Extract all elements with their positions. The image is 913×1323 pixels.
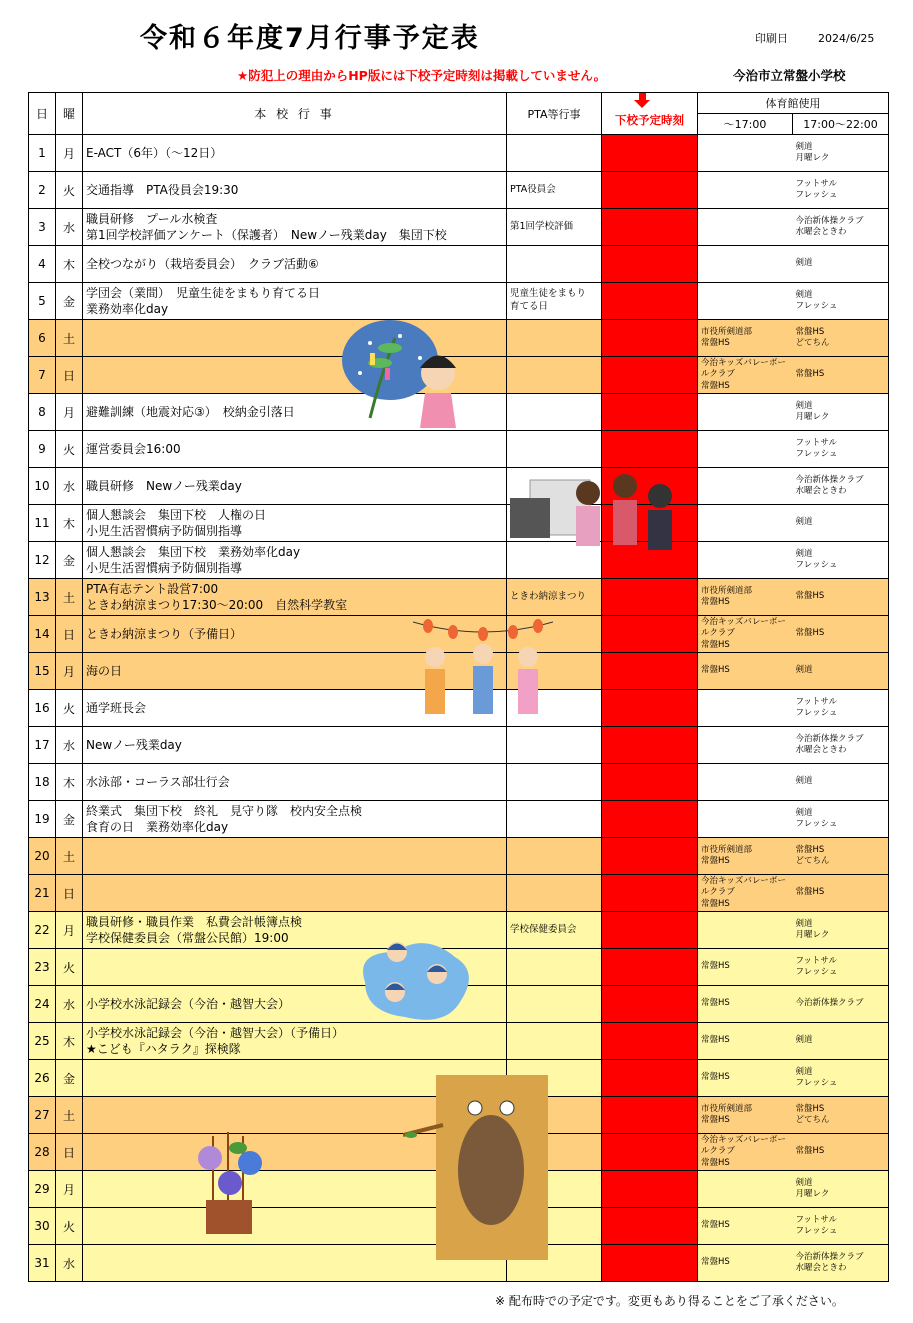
row-dismissal <box>602 246 698 283</box>
row-day: 2 <box>29 172 56 209</box>
morning-glory-illustration <box>188 1128 278 1238</box>
row-gym-early <box>698 727 793 764</box>
schedule-row <box>29 135 889 172</box>
row-gym-late: 剣道 フレッシュ <box>793 283 889 320</box>
row-gym-early <box>698 801 793 838</box>
row-gym-early: 今治キッズバレーボー ルクラブ 常盤HS <box>698 616 793 653</box>
row-day: 6 <box>29 320 56 357</box>
row-gym-late: 常盤HS どてちん <box>793 320 889 357</box>
row-weekday: 月 <box>56 653 83 690</box>
row-pta <box>507 246 602 283</box>
row-gym-late: 常盤HS <box>793 357 889 394</box>
row-weekday: 月 <box>56 394 83 431</box>
row-weekday: 木 <box>56 505 83 542</box>
row-day: 19 <box>29 801 56 838</box>
row-day: 8 <box>29 394 56 431</box>
schedule-row <box>29 764 889 801</box>
row-day: 27 <box>29 1097 56 1134</box>
row-day: 4 <box>29 246 56 283</box>
row-weekday: 土 <box>56 1097 83 1134</box>
row-gym-late: フットサル フレッシュ <box>793 949 889 986</box>
row-weekday: 木 <box>56 246 83 283</box>
row-day: 26 <box>29 1060 56 1097</box>
col-pta: PTA等行事 <box>507 93 602 135</box>
row-gym-late: フットサル フレッシュ <box>793 172 889 209</box>
row-day: 25 <box>29 1023 56 1060</box>
row-gym-early <box>698 542 793 579</box>
row-gym-late: フットサル フレッシュ <box>793 690 889 727</box>
row-day: 11 <box>29 505 56 542</box>
row-events: 避難訓練（地震対応③） 校納金引落日 <box>83 394 507 431</box>
row-day: 16 <box>29 690 56 727</box>
row-dismissal <box>602 209 698 246</box>
row-pta: 児童生徒をまもり 育てる日 <box>507 283 602 320</box>
schedule-row <box>29 283 889 320</box>
schedule-row <box>29 505 889 542</box>
row-day: 5 <box>29 283 56 320</box>
row-weekday: 金 <box>56 542 83 579</box>
col-gym-late: 17:00～22:00 <box>793 114 889 135</box>
security-notice: ★防犯上の理由からHP版には下校予定時刻は掲載していません。 <box>237 68 607 83</box>
row-events: 終業式 集団下校 終礼 見守り隊 校内安全点検 食育の日 業務効率化day <box>83 801 507 838</box>
row-dismissal <box>602 357 698 394</box>
row-day: 22 <box>29 912 56 949</box>
festival-illustration <box>413 612 553 722</box>
row-dismissal <box>602 1134 698 1171</box>
row-weekday: 土 <box>56 320 83 357</box>
print-date-label: 印刷日 <box>755 32 788 45</box>
row-weekday: 水 <box>56 1245 83 1282</box>
row-gym-late: 剣道 <box>793 764 889 801</box>
row-dismissal <box>602 875 698 912</box>
row-gym-early <box>698 283 793 320</box>
row-weekday: 月 <box>56 912 83 949</box>
schedule-row <box>29 579 889 616</box>
row-day: 30 <box>29 1208 56 1245</box>
row-gym-late: 剣道 <box>793 246 889 283</box>
row-dismissal <box>602 431 698 468</box>
row-pta <box>507 431 602 468</box>
row-gym-early <box>698 468 793 505</box>
row-gym-early: 常盤HS <box>698 1208 793 1245</box>
row-events <box>83 838 507 875</box>
row-events: Newノー残業day <box>83 727 507 764</box>
row-day: 31 <box>29 1245 56 1282</box>
col-gym-early: ～17:00 <box>698 114 793 135</box>
row-gym-late: 今治新体操クラブ 水曜会ときわ <box>793 209 889 246</box>
row-gym-early: 常盤HS <box>698 1023 793 1060</box>
row-weekday: 火 <box>56 172 83 209</box>
row-dismissal <box>602 172 698 209</box>
row-weekday: 月 <box>56 1171 83 1208</box>
row-gym-late: 常盤HS どてちん <box>793 1097 889 1134</box>
row-pta <box>507 727 602 764</box>
row-events: 小学校水泳記録会（今治・越智大会） <box>83 986 507 1023</box>
row-gym-late: 常盤HS <box>793 875 889 912</box>
row-dismissal <box>602 727 698 764</box>
row-gym-late: 今治新体操クラブ 水曜会ときわ <box>793 468 889 505</box>
row-pta: 第1回学校評価 <box>507 209 602 246</box>
row-events: PTA有志テント設営7:00 ときわ納涼まつり17:30～20:00 自然科学教室 <box>83 579 507 616</box>
schedule-row <box>29 727 889 764</box>
tanabata-illustration <box>340 318 470 428</box>
row-events: 運営委員会16:00 <box>83 431 507 468</box>
row-pta: ときわ納涼まつり <box>507 579 602 616</box>
row-weekday: 日 <box>56 616 83 653</box>
row-dismissal <box>602 394 698 431</box>
row-dismissal <box>602 616 698 653</box>
col-weekday: 曜 <box>56 93 83 135</box>
row-events: 個人懇談会 集団下校 人権の日 小児生活習慣病予防個別指導 <box>83 505 507 542</box>
row-day: 12 <box>29 542 56 579</box>
row-weekday: 火 <box>56 1208 83 1245</box>
row-gym-early <box>698 209 793 246</box>
row-weekday: 水 <box>56 468 83 505</box>
row-events: 職員研修・職員作業 私費会計帳簿点検 学校保健委員会（常盤公民館）19:00 <box>83 912 507 949</box>
row-gym-early: 市役所剣道部 常盤HS <box>698 838 793 875</box>
row-day: 15 <box>29 653 56 690</box>
row-day: 7 <box>29 357 56 394</box>
schedule-row <box>29 1023 889 1060</box>
row-day: 10 <box>29 468 56 505</box>
row-weekday: 水 <box>56 986 83 1023</box>
row-weekday: 木 <box>56 764 83 801</box>
row-day: 23 <box>29 949 56 986</box>
row-gym-early: 市役所剣道部 常盤HS <box>698 320 793 357</box>
row-day: 21 <box>29 875 56 912</box>
row-gym-early: 今治キッズバレーボー ルクラブ 常盤HS <box>698 357 793 394</box>
row-pta <box>507 764 602 801</box>
row-day: 29 <box>29 1171 56 1208</box>
schedule-row <box>29 468 889 505</box>
row-events: E-ACT（6年）（～12日） <box>83 135 507 172</box>
row-dismissal <box>602 283 698 320</box>
row-gym-late: 剣道 <box>793 1023 889 1060</box>
row-day: 17 <box>29 727 56 764</box>
row-gym-early: 市役所剣道部 常盤HS <box>698 1097 793 1134</box>
row-dismissal <box>602 764 698 801</box>
row-dismissal <box>602 1060 698 1097</box>
print-date-value: 2024/6/25 <box>818 32 875 45</box>
row-dismissal <box>602 912 698 949</box>
row-pta <box>507 394 602 431</box>
row-weekday: 日 <box>56 1134 83 1171</box>
row-pta <box>507 986 602 1023</box>
col-events: 本 校 行 事 <box>83 93 507 135</box>
row-events: 交通指導 PTA役員会19:30 <box>83 172 507 209</box>
row-events: ときわ納涼まつり（予備日） <box>83 616 507 653</box>
row-gym-late: 今治新体操クラブ <box>793 986 889 1023</box>
row-dismissal <box>602 135 698 172</box>
row-day: 20 <box>29 838 56 875</box>
row-weekday: 木 <box>56 1023 83 1060</box>
row-dismissal <box>602 690 698 727</box>
row-gym-early <box>698 912 793 949</box>
col-day: 日 <box>29 93 56 135</box>
row-pta <box>507 357 602 394</box>
row-dismissal <box>602 838 698 875</box>
footer-note: ※ 配布時での予定です。変更もあり得ることをご了承ください。 <box>495 1294 844 1308</box>
row-weekday: 金 <box>56 1060 83 1097</box>
row-events: 学団会（業間） 児童生徒をまもり育てる日 業務効率化day <box>83 283 507 320</box>
row-dismissal <box>602 1023 698 1060</box>
row-weekday: 日 <box>56 357 83 394</box>
row-events: 小学校水泳記録会（今治・越智大会）（予備日） ★こども『ハタラク』探検隊 <box>83 1023 507 1060</box>
row-gym-late: 剣道 月曜レク <box>793 394 889 431</box>
row-events: 職員研修 プール水検査 第1回学校評価アンケート（保護者） Newノー残業day 集団下校 <box>83 209 507 246</box>
schedule-row <box>29 209 889 246</box>
row-day: 28 <box>29 1134 56 1171</box>
row-gym-late: フットサル フレッシュ <box>793 431 889 468</box>
row-gym-late: 剣道 <box>793 505 889 542</box>
row-gym-early <box>698 172 793 209</box>
row-gym-late: 常盤HS <box>793 616 889 653</box>
print-date <box>755 30 874 46</box>
row-gym-late: 今治新体操クラブ 水曜会ときわ <box>793 727 889 764</box>
row-weekday: 火 <box>56 949 83 986</box>
row-pta: 学校保健委員会 <box>507 912 602 949</box>
schedule-row <box>29 801 889 838</box>
row-day: 18 <box>29 764 56 801</box>
row-day: 9 <box>29 431 56 468</box>
row-events <box>83 875 507 912</box>
schedule-row <box>29 875 889 912</box>
row-day: 24 <box>29 986 56 1023</box>
row-dismissal <box>602 1097 698 1134</box>
row-gym-early <box>698 690 793 727</box>
row-gym-late: 剣道 <box>793 653 889 690</box>
row-day: 13 <box>29 579 56 616</box>
row-gym-early: 常盤HS <box>698 1245 793 1282</box>
row-pta <box>507 135 602 172</box>
row-pta <box>507 320 602 357</box>
row-events: 海の日 <box>83 653 507 690</box>
row-gym-early <box>698 1171 793 1208</box>
row-pta: PTA役員会 <box>507 172 602 209</box>
row-gym-early: 今治キッズバレーボー ルクラブ 常盤HS <box>698 1134 793 1171</box>
schedule-row <box>29 542 889 579</box>
school-name: 今治市立常盤小学校 <box>733 68 846 83</box>
row-gym-early <box>698 431 793 468</box>
row-gym-late: 常盤HS どてちん <box>793 838 889 875</box>
row-weekday: 土 <box>56 579 83 616</box>
row-gym-early <box>698 764 793 801</box>
row-gym-late: 常盤HS <box>793 579 889 616</box>
row-pta <box>507 875 602 912</box>
row-day: 1 <box>29 135 56 172</box>
row-weekday: 月 <box>56 135 83 172</box>
schedule-row <box>29 172 889 209</box>
page-title: 令和６年度7月行事予定表 <box>140 23 480 54</box>
row-dismissal <box>602 653 698 690</box>
row-gym-late: 剣道 フレッシュ <box>793 1060 889 1097</box>
row-pta <box>507 838 602 875</box>
row-gym-late: 剣道 フレッシュ <box>793 801 889 838</box>
row-dismissal <box>602 1208 698 1245</box>
row-gym-early <box>698 246 793 283</box>
swimming-illustration <box>355 932 475 1027</box>
col-dismissal-label: 下校予定時刻 <box>615 113 684 127</box>
row-weekday: 火 <box>56 431 83 468</box>
row-weekday: 金 <box>56 801 83 838</box>
row-events: 個人懇談会 集団下校 業務効率化day 小児生活習慣病予防個別指導 <box>83 542 507 579</box>
row-gym-early <box>698 505 793 542</box>
row-gym-early: 市役所剣道部 常盤HS <box>698 579 793 616</box>
row-weekday: 水 <box>56 209 83 246</box>
row-gym-late: 剣道 月曜レク <box>793 912 889 949</box>
row-gym-late: 剣道 フレッシュ <box>793 542 889 579</box>
schedule-row <box>29 838 889 875</box>
row-gym-late: 剣道 月曜レク <box>793 135 889 172</box>
row-pta <box>507 949 602 986</box>
row-day: 3 <box>29 209 56 246</box>
row-dismissal <box>602 1245 698 1282</box>
schedule-row <box>29 431 889 468</box>
row-gym-late: 常盤HS <box>793 1134 889 1171</box>
row-gym-late: 剣道 月曜レク <box>793 1171 889 1208</box>
col-dismissal <box>602 93 698 135</box>
row-dismissal <box>602 320 698 357</box>
row-events: 職員研修 Newノー残業day <box>83 468 507 505</box>
row-weekday: 水 <box>56 727 83 764</box>
row-weekday: 日 <box>56 875 83 912</box>
row-gym-early: 常盤HS <box>698 949 793 986</box>
row-gym-early <box>698 394 793 431</box>
row-dismissal <box>602 949 698 986</box>
row-pta <box>507 1023 602 1060</box>
row-pta <box>507 801 602 838</box>
row-day: 14 <box>29 616 56 653</box>
row-dismissal <box>602 1171 698 1208</box>
row-gym-early <box>698 135 793 172</box>
row-dismissal <box>602 579 698 616</box>
row-dismissal <box>602 801 698 838</box>
school-walk-illustration <box>510 468 690 578</box>
row-gym-late: フットサル フレッシュ <box>793 1208 889 1245</box>
row-events: 水泳部・コーラス部壮行会 <box>83 764 507 801</box>
row-dismissal <box>602 986 698 1023</box>
row-gym-early: 常盤HS <box>698 986 793 1023</box>
row-events: 全校つながり（栽培委員会） クラブ活動⑥ <box>83 246 507 283</box>
row-weekday: 火 <box>56 690 83 727</box>
cicada-tree-illustration <box>403 1075 548 1260</box>
row-gym-early: 今治キッズバレーボー ルクラブ 常盤HS <box>698 875 793 912</box>
row-gym-early: 常盤HS <box>698 653 793 690</box>
row-gym-early: 常盤HS <box>698 1060 793 1097</box>
row-weekday: 土 <box>56 838 83 875</box>
col-gym: 体育館使用 <box>698 93 889 114</box>
row-events: 通学班長会 <box>83 690 507 727</box>
row-gym-late: 今治新体操クラブ 水曜会ときわ <box>793 1245 889 1282</box>
schedule-row <box>29 246 889 283</box>
row-weekday: 金 <box>56 283 83 320</box>
